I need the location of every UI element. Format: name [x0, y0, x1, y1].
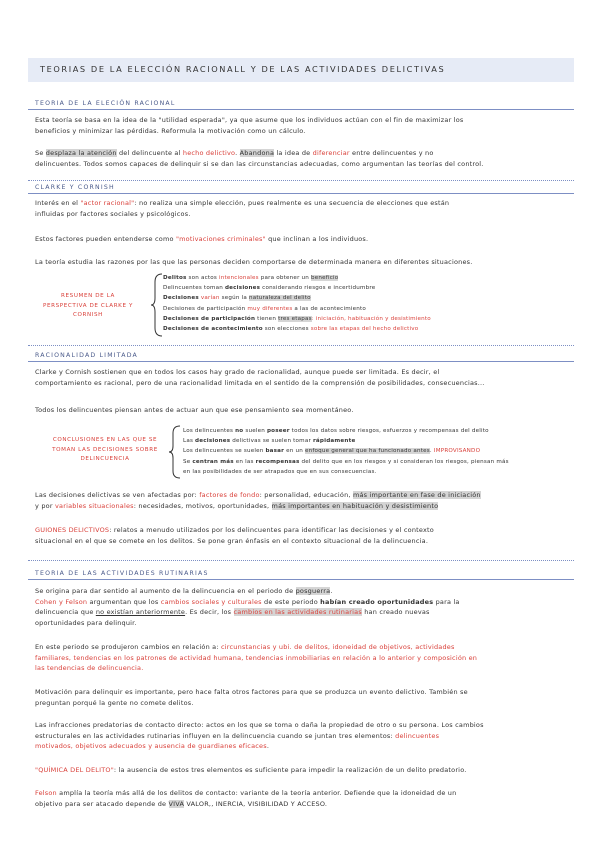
list-item: Los delincuentes no suelen poseer todos los datos sobre riesgos, esfuerzos y recompensas del delito [183, 428, 489, 434]
text-line: las tendencias de delincuencia. [35, 664, 144, 672]
text-line: GUIONES DELICTIVOS: relatos a menudo utilizados por los delincuentes para identificar las decisiones y el contexto [35, 526, 434, 534]
paragraph [35, 490, 481, 511]
conclusions-list [183, 426, 509, 477]
text-line: Interés en el "actor racional": no realiza una simple elección, pues realmente es una secuencia de elecciones que están [35, 199, 450, 207]
paragraph [35, 720, 484, 752]
text-line: estructurales en las actividades rutinarias influyen en la delincuencia cuando se juntan tres elementos: delincuentes [35, 731, 440, 740]
list-item: Decisiones de participación muy diferentes a las de acontecimiento [163, 305, 367, 312]
text-line: preguntan porqué la gente no comete delitos. [35, 698, 194, 707]
section-divider [28, 560, 574, 561]
text-line: y por variables situacionales: necesidades, motivos, oportunidades, más importantes en habituación y desistimiento [35, 501, 439, 510]
curly-brace-icon [168, 424, 182, 480]
section-heading-racionalidad-limitada: RACIONALIDAD LIMITADA [35, 352, 138, 359]
list-item: en las posibilidades de ser atrapados que en sus consecuencias. [183, 468, 377, 475]
title-bar [28, 58, 574, 82]
text-line: Clarke y Cornish sostienen que en todos los casos hay grado de racionalidad, aunque puede ser limitada. Es decir, el [35, 368, 440, 376]
text-line: influidas por factores sociales y psicológicos. [35, 209, 191, 218]
text-line: En este periodo se produjeron cambios en relación a: circunstancias y ubi. de delitos, idoneidad de objetivos, actividades [35, 643, 455, 651]
text-line: familiares, tendencias en los patrones de actividad humana, tendencias inmobiliarias en relación a lo anterior y composición en [35, 653, 478, 662]
list-item: Los delincuentes se suelen basar en un enfoque general que ha funcionado antes. IMPROVISANDO [183, 448, 481, 455]
section-heading-actividades-rutinarias: TEORIA DE LAS ACTIVIDADES RUTINARIAS [35, 570, 209, 577]
text-line: Las decisiones delictivas se ven afectadas por: factores de fondo: personalidad, educación, más importante en fase de iniciación [35, 491, 481, 499]
paragraph [35, 234, 368, 245]
text-line: Esta teoría se basa en la idea de la "utilidad esperada", ya que asume que los individuos actúan con el fin de maximizar los [35, 116, 464, 124]
text-line: delincuencia que no existían anteriormente. Es decir, los cambios en las actividades rutinarias han creado nuevas [35, 608, 430, 616]
red-text: "motivaciones criminales" [175, 235, 266, 243]
summary-list [163, 273, 431, 334]
section-heading-clarke-cornish: CLARKE Y CORNISH [35, 184, 115, 191]
paragraph [35, 765, 467, 776]
text-line: Felson amplía la teoría más allá de los delitos de contacto: variante de la teoría anterior. Defiende que la idoneidad de un [35, 789, 457, 797]
paragraph [35, 367, 485, 388]
paragraph [35, 642, 477, 674]
text-line: motivados, objetivos adecuados y ausencia de guardianes eficaces. [35, 742, 270, 750]
highlight: Abandona [239, 149, 275, 157]
list-item: Las decisiones delictivas se suelen tomar rápidamente [183, 438, 356, 445]
text-line: beneficios y minimizar las pérdidas. Reformula la motivación como un cálculo. [35, 126, 306, 135]
list-item: Delincuentes toman decisiones considerando riesgos e incertidumbre [163, 285, 376, 292]
side-label-conclusiones: CONCLUSIONES EN LAS QUE SE TOMAN LAS DECISIONES SOBRE DELINCUENCIA [52, 437, 158, 462]
paragraph: La teoría estudia las razones por las que las personas deciden comportarse de determinada manera en diferentes situaciones. [35, 258, 473, 266]
paragraph [35, 687, 468, 708]
paragraph [35, 198, 449, 219]
paragraph [35, 115, 464, 136]
document-title: TEORIAS DE LA ELECCIÓN RACIONALL Y DE LAS ACTIVIDADES DELICTIVAS [40, 64, 446, 74]
red-text: hecho delictivo [182, 149, 236, 157]
side-label-resumen: RESUMEN DE LA PERSPECTIVA DE CLARKE Y CORNISH [43, 293, 133, 318]
text-line: Motivación para delinquir es importante, pero hace falta otros factores para que se produzca un evento delictivo. También se [35, 688, 468, 696]
text-line: Las infracciones predatorias de contacto directo: actos en los que se toma o daña la propiedad de otro o su persona. Los cambios [35, 721, 484, 729]
highlight: desplaza la atención [45, 149, 117, 157]
text-line: oportunidades para delinquir. [35, 618, 137, 627]
curly-brace-icon [150, 272, 164, 338]
text-line: comportamiento es racional, pero de una racionalidad limitada en el sentido de la comprensión de posibilidades, consecuencias... [35, 378, 485, 387]
text-line: delincuentes. Todos somos capaces de delinquir si se dan las circunstancias adecuadas, como argumentan las teorías del control. [35, 159, 484, 168]
section-rule [28, 109, 574, 110]
list-item: Decisiones de acontecimiento son elecciones sobre las etapas del hecho delictivo [163, 326, 419, 333]
text-line: "QUÍMICA DEL DELITO": la ausencia de estos tres elementos es suficiente para impedir la realización de un delito predatorio. [35, 766, 467, 774]
red-text: "actor racional" [80, 199, 135, 207]
list-item: Se centran más en las recompensas del delito que en los riesgos y si consideran los riesgos, piensan más [183, 458, 509, 465]
text-line: Cohen y Felson argumentan que los cambios sociales y culturales de este periodo habían creado oportunidades para la [35, 597, 460, 606]
text-line: objetivo para ser atacado depende de VIVA VALOR,, INERCIA, VISIBILIDAD Y ACCESO. [35, 799, 328, 808]
paragraph: Todos los delincuentes piensan antes de actuar aun que ese pensamiento sea momentáneo. [35, 406, 354, 414]
text-line: Estos factores pueden entenderse como "motivaciones criminales" que inclinan a los individuos. [35, 235, 369, 243]
section-rule [28, 579, 574, 580]
section-heading-eleccion-racional: TEORIA DE LA ELECIÓN RACIONAL [35, 100, 176, 107]
text-line: Se desplaza la atención del delincuente al hecho delictivo. Abandona la idea de diferenciar entre delincuentes y no [35, 149, 434, 157]
text-line: situacional en el que se comete en los delitos. Se pone gran énfasis en el contexto situacional de la delincuencia. [35, 536, 429, 545]
list-item: Decisiones varían según la naturaleza del delito [163, 295, 311, 302]
section-divider [28, 180, 574, 181]
red-text: diferenciar [312, 149, 350, 157]
list-item: Delitos son actos intencionales para obtener un beneficio [163, 275, 339, 281]
paragraph [35, 788, 456, 809]
section-rule [28, 193, 574, 194]
section-divider [28, 345, 574, 346]
paragraph [35, 148, 484, 169]
section-rule [28, 361, 574, 362]
list-item: Decisiones de participación tienen tres etapas: iniciación, habituación y desistimiento [163, 315, 431, 322]
paragraph [35, 586, 460, 628]
text-line: Se origina para dar sentido al aumento de la delincuencia en el periodo de posguerra. [35, 587, 333, 595]
paragraph [35, 525, 434, 546]
